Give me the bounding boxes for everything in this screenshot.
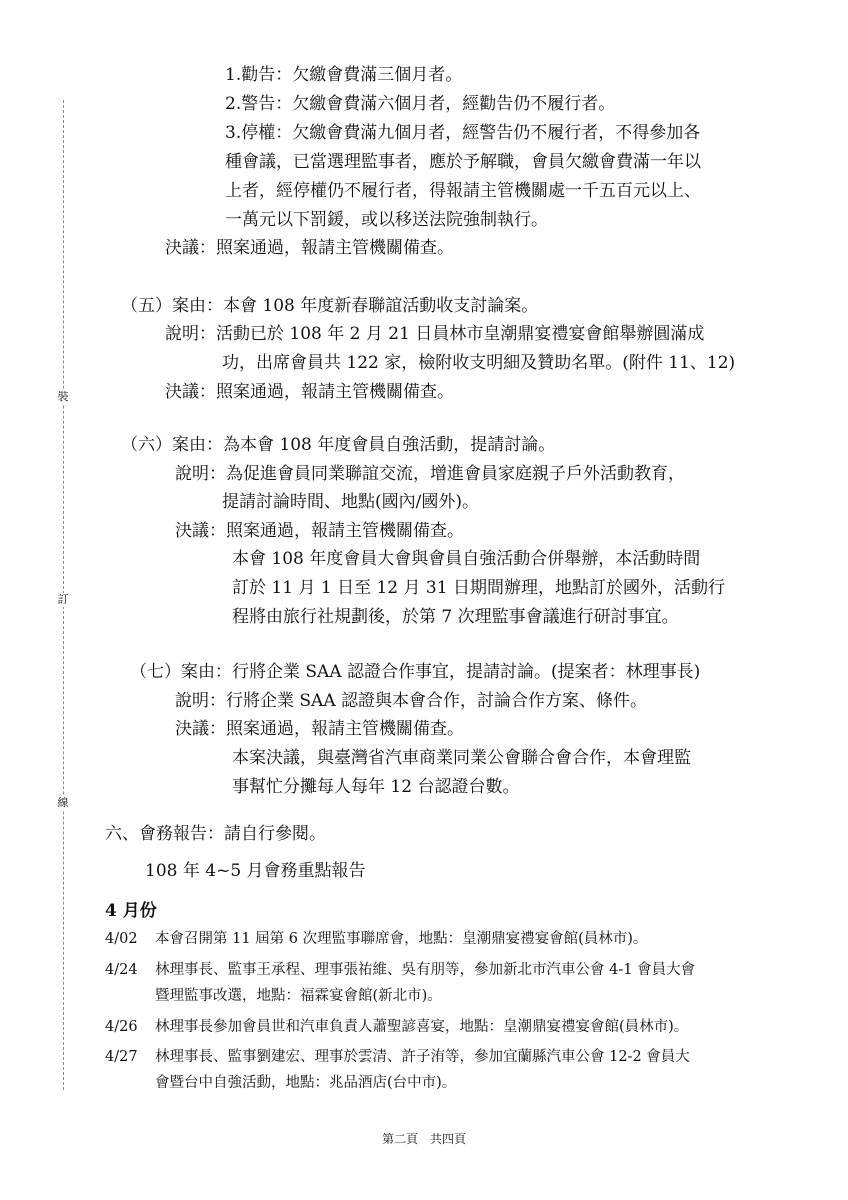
- item6-description-line-2: 提請討論時間、地點(國內/國外)。: [222, 492, 479, 512]
- entry-text: 林理事長參加會員世和汽車負責人蕭聖諺喜宴，地點：皇潮鼎宴禮宴會館(員林市)。: [155, 1019, 689, 1035]
- item5-description-line-2: 功，出席會員共 122 家，檢附收支明細及贊助名單。(附件 11、12): [222, 353, 736, 373]
- penalty-resolution: 決議：照案通過，報請主管機關備查。: [165, 238, 454, 258]
- penalty-item-1: 1.勸告：欠繳會費滿三個月者。: [225, 65, 463, 85]
- item7-note-line-2: 事幫忙分攤每人每年 12 台認證台數。: [232, 777, 520, 797]
- binding-char-xian: 線: [57, 796, 69, 809]
- entry-date: 4/24: [105, 962, 138, 978]
- item7-note-line-1: 本案決議，與臺灣省汽車商業同業公會聯合會合作，本會理監: [232, 748, 691, 768]
- binding-char-zhuang: 裝: [57, 390, 69, 403]
- entry-text-continued: 會暨台中自強活動，地點：兆品酒店(台中市)。: [155, 1075, 457, 1091]
- entry-date: 4/27: [105, 1049, 138, 1065]
- item5-resolution: 決議：照案通過，報請主管機關備查。: [165, 382, 454, 402]
- item5-description-line-1: 說明：活動已於 108 年 2 月 21 日員林市皇潮鼎宴禮宴會館舉辦圓滿成: [165, 324, 705, 344]
- penalty-item-3-line-2: 種會議，已當選理監事者，應於予解職，會員欠繳會費滿一年以: [225, 152, 701, 172]
- entry-text: 林理事長、監事劉建宏、理事於雲清、許子洧等，參加宜蘭縣汽車公會 12-2 會員大: [155, 1049, 690, 1065]
- penalty-item-3-line-4: 一萬元以下罰鍰，或以移送法院強制執行。: [225, 210, 548, 230]
- item6-resolution: 決議：照案通過，報請主管機關備查。: [175, 521, 464, 541]
- section6-subtitle: 108 年 4~5 月會務重點報告: [145, 861, 366, 881]
- month-heading: 4 月份: [105, 901, 157, 921]
- item7-resolution: 決議：照案通過，報請主管機關備查。: [175, 719, 464, 739]
- item6-note-line-1: 本會 108 年度會員大會與會員自強活動合併舉辦，本活動時間: [232, 549, 701, 569]
- penalty-item-3-line-3: 上者，經停權仍不履行者，得報請主管機關處一千五百元以上、: [225, 181, 701, 201]
- entry-text-continued: 暨理監事改選，地點：福霖宴會館(新北市)。: [155, 988, 442, 1004]
- entry-date: 4/26: [105, 1019, 138, 1035]
- item6-note-line-3: 程將由旅行社規劃後，於第 7 次理監事會議進行研討事宜。: [232, 607, 679, 627]
- item5-case: （五）案由：本會 108 年度新春聯誼活動收支討論案。: [121, 296, 539, 316]
- entry-date: 4/02: [105, 931, 138, 947]
- section6-title: 六、會務報告：請自行參閱。: [105, 824, 326, 844]
- binding-char-ding: 訂: [57, 593, 69, 606]
- entry-text: 本會召開第 11 屆第 6 次理監事聯席會，地點：皇潮鼎宴禮宴會館(員林市)。: [155, 931, 648, 947]
- item6-case: （六）案由：為本會 108 年度會員自強活動，提請討論。: [121, 435, 556, 455]
- item7-description: 說明：行將企業 SAA 認證與本會合作，討論合作方案、條件。: [175, 691, 648, 711]
- penalty-item-3-line-1: 3.停權：欠繳會費滿九個月者，經警告仍不履行者，不得參加各: [225, 123, 701, 143]
- page-footer: 第二頁 共四頁: [381, 1132, 466, 1146]
- penalty-item-2: 2.警告：欠繳會費滿六個月者，經勸告仍不履行者。: [225, 94, 616, 114]
- item6-note-line-2: 訂於 11 月 1 日至 12 月 31 日期間辦理，地點訂於國外，活動行: [232, 578, 725, 598]
- item6-description-line-1: 說明：為促進會員同業聯誼交流，增進會員家庭親子戶外活動教育，: [175, 464, 685, 484]
- item7-case: （七）案由：行將企業 SAA 認證合作事宜，提請討論。(提案者：林理事長): [130, 662, 701, 682]
- entry-text: 林理事長、監事王承程、理事張祐維、吳有朋等，參加新北市汽車公會 4-1 會員大會: [155, 962, 696, 978]
